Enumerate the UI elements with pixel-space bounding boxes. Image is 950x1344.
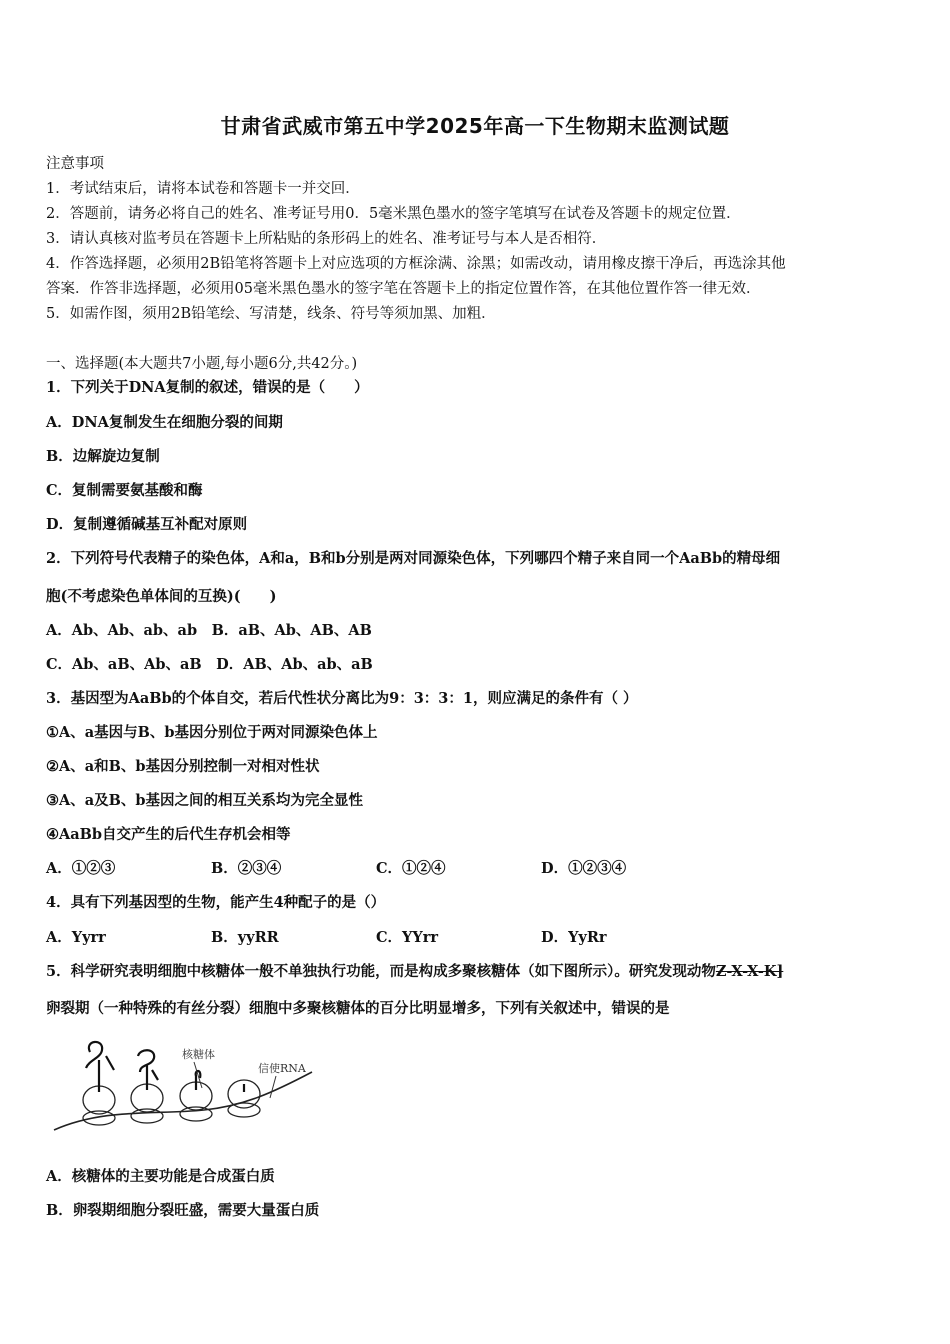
question-1-stem: 1．下列关于DNA复制的叙述，错误的是（ ） bbox=[46, 379, 369, 396]
question-3-condition-2: ②A、a和B、b基因分别控制一对相对性状 bbox=[46, 758, 320, 775]
question-3-option-a: A．①②③ bbox=[46, 860, 116, 877]
question-4-option-c: C．YYrr bbox=[376, 929, 439, 946]
notice-3: 3．请认真核对监考员在答题卡上所粘贴的条形码上的姓名、准考证号与本人是否相符． bbox=[46, 231, 607, 247]
question-3-condition-3: ③A、a及B、b基因之间的相互关系均为完全显性 bbox=[46, 792, 364, 809]
peptide-chain-2 bbox=[138, 1050, 158, 1090]
ribosome-small-subunit-3 bbox=[180, 1107, 212, 1121]
notice-1: 1．考试结束后，请将本试卷和答题卡一并交回． bbox=[46, 181, 360, 197]
question-1-option-a: A．DNA复制发生在细胞分裂的间期 bbox=[46, 414, 283, 431]
question-4-option-a: A．Yyrr bbox=[46, 929, 106, 946]
question-3-stem: 3．基因型为AaBb的个体自交，若后代性状分离比为9：3：3：1，则应满足的条件有（ ） bbox=[46, 690, 638, 707]
notice-5: 5．如需作图，须用2B铅笔绘、写清楚，线条、符号等须加黑、加粗． bbox=[46, 306, 496, 322]
question-2-options-row-2: C．Ab、aB、Ab、aB D．AB、Ab、ab、aB bbox=[46, 656, 373, 673]
question-5-option-a: A．核糖体的主要功能是合成蛋白质 bbox=[46, 1168, 275, 1185]
question-1-option-d: D．复制遵循碱基互补配对原则 bbox=[46, 516, 248, 533]
question-4-stem: 4．具有下列基因型的生物，能产生4种配子的是（） bbox=[46, 894, 386, 911]
question-2-stem-cont: 胞(不考虑染色单体间的互换)( ) bbox=[46, 588, 277, 605]
question-3-option-d: D．①②③④ bbox=[541, 860, 627, 877]
question-5-stem-cont: 卵裂期（一种特殊的有丝分裂）细胞中多聚核糖体的百分比明显增多，下列有关叙述中，错误的是 bbox=[46, 1000, 670, 1017]
page-title: 甘肃省武威市第五中学2025年高一下生物期末监测试题 bbox=[220, 114, 730, 138]
ribosome-small-subunit-4 bbox=[228, 1103, 260, 1117]
question-1-option-c: C．复制需要氨基酸和酶 bbox=[46, 482, 203, 499]
section-heading: 一、选择题(本大题共7小题,每小题6分,共42分。) bbox=[46, 356, 358, 372]
figure-label-mrna: 信使RNA bbox=[258, 1062, 306, 1075]
notice-4-cont: 答案．作答非选择题，必须用05毫米黑色墨水的签字笔在答题卡上的指定位置作答，在其他位置作答一律无效． bbox=[46, 281, 761, 297]
question-3-condition-4: ④AaBb自交产生的后代生存机会相等 bbox=[46, 826, 291, 843]
notice-2: 2．答题前，请务必将自己的姓名、准考证号用0．5毫米黑色墨水的签字笔填写在试卷及答题卡的规定位置． bbox=[46, 206, 741, 222]
notice-heading: 注意事项 bbox=[46, 156, 104, 172]
question-5-struck-text: Z-X-X-K] bbox=[715, 963, 784, 980]
question-5-option-b: B．卵裂期细胞分裂旺盛，需要大量蛋白质 bbox=[46, 1202, 320, 1219]
question-4-option-d: D．YyRr bbox=[541, 929, 607, 946]
mrna-strand bbox=[54, 1072, 312, 1130]
polyribosome-figure bbox=[44, 1030, 324, 1140]
question-3-option-b: B．②③④ bbox=[211, 860, 282, 877]
question-3-condition-1: ①A、a基因与B、b基因分别位于两对同源染色体上 bbox=[46, 724, 378, 741]
question-1-option-b: B．边解旋边复制 bbox=[46, 448, 160, 465]
mrna-pointer bbox=[270, 1076, 276, 1098]
question-3-option-c: C．①②④ bbox=[376, 860, 446, 877]
question-5-stem bbox=[46, 960, 910, 981]
peptide-chain-1 bbox=[86, 1042, 114, 1092]
notice-4: 4．作答选择题，必须用2B铅笔将答题卡上对应选项的方框涂满、涂黑；如需改动，请用橡皮擦干净后，再选涂其他 bbox=[46, 256, 786, 272]
question-2-stem: 2．下列符号代表精子的染色体，A和a，B和b分别是两对同源染色体，下列哪四个精子来自同一个AaBb的精母细 bbox=[46, 550, 781, 567]
ribosome-small-subunit-1 bbox=[83, 1111, 115, 1125]
question-2-options-row-1: A．Ab、Ab、ab、ab B．aB、Ab、AB、AB bbox=[46, 622, 372, 639]
question-4-option-b: B．yyRR bbox=[211, 929, 279, 946]
question-5-stem-text: 5．科学研究表明细胞中核糖体一般不单独执行功能，而是构成多聚核糖体（如下图所示）。研究发现动物 bbox=[46, 963, 716, 980]
figure-label-ribosome: 核糖体 bbox=[182, 1048, 215, 1061]
ribosome-small-subunit-2 bbox=[131, 1109, 163, 1123]
